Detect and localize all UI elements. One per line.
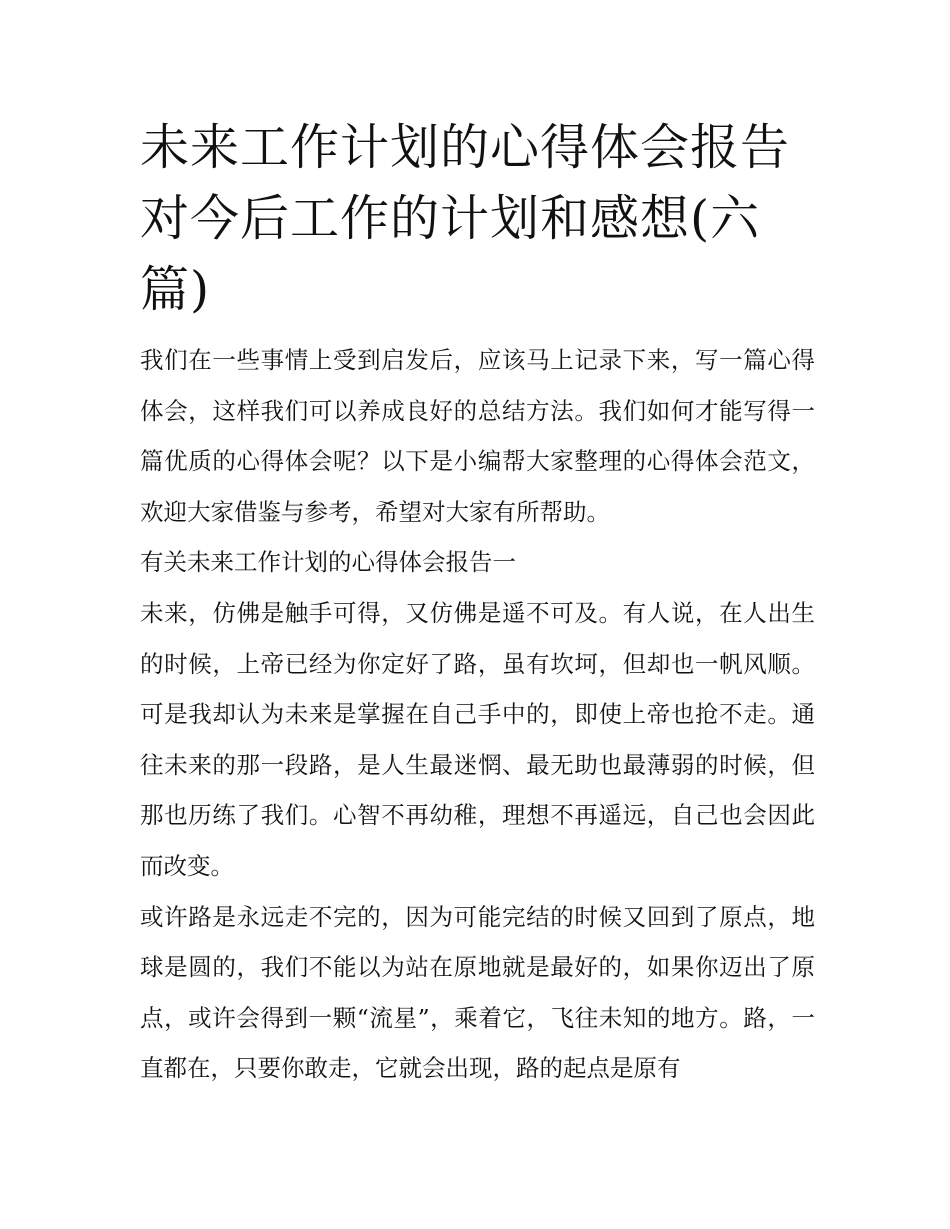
- document-title: 未来工作计划的心得体会报告对今后工作的计划和感想(六篇): [140, 119, 791, 318]
- intro-paragraph: 我们在一些事情上受到启发后，应该马上记录下来，写一篇心得体会，这样我们可以养成良好的总结方法。我们如何才能写得一篇优质的心得体会呢？以下是小编帮大家整理的心得体会范文，欢迎大家借鉴与参考，希望对大家有所帮助。: [140, 346, 815, 526]
- document-body: [140, 112, 815, 1094]
- body-paragraph: 或许路是永远走不完的，因为可能完结的时候又回到了原点，地球是圆的，我们不能以为站在原地就是最好的，如果你迈出了原点，或许会得到一颗“流星”，乘着它，飞往未知的地方。路，一直都在，只要你敢走，它就会出现，路的起点是原有: [140, 902, 815, 1083]
- body-paragraph: 未来，仿佛是触手可得，又仿佛是遥不可及。有人说，在人出生的时候，上帝已经为你定好了路，虽有坎坷，但却也一帆风顺。可是我却认为未来是掌握在自己手中的，即使上帝也抢不走。通往未来的那一段路，是人生最迷惘、最无助也最薄弱的时候，但那也历练了我们。心智不再幼稚，理想不再遥远，自己也会因此而改变。: [140, 598, 815, 880]
- section-heading: 有关未来工作计划的心得体会报告一: [140, 548, 516, 577]
